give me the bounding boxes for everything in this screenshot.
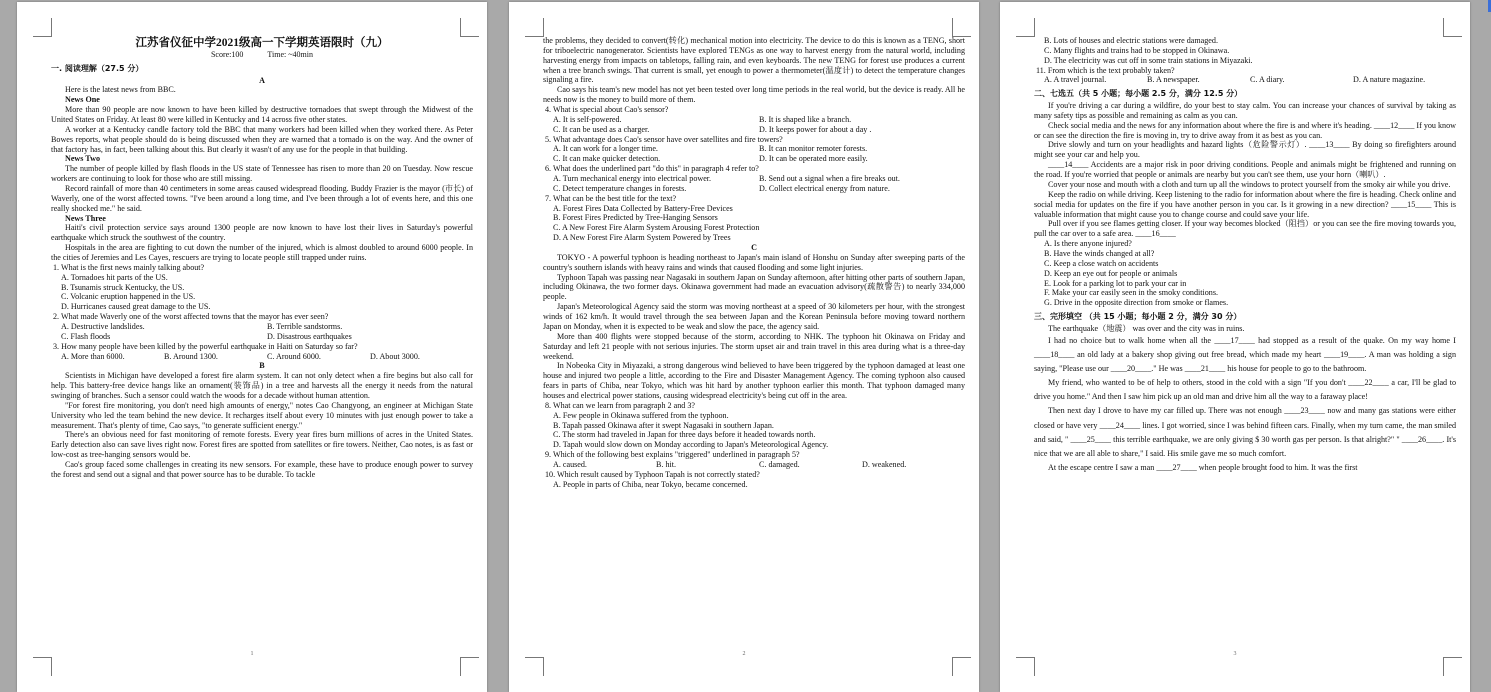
option: B. hit. bbox=[656, 459, 677, 469]
page-number: 3 bbox=[1233, 650, 1237, 657]
section-heading: 一. 阅读理解（27.5 分） bbox=[51, 63, 144, 73]
option: C. Many flights and trains had to be stopped in Okinawa. bbox=[1044, 45, 1230, 55]
paragraph: TOKYO - A powerful typhoon is heading northeast to Japan's main island of Honshu on Sunday after sweeping parts of the country's southern islands with heavy rains and winds that caused flooding and some light injuries. bbox=[543, 252, 965, 272]
page-number: 1 bbox=[250, 650, 254, 657]
news-heading: News One bbox=[65, 95, 100, 105]
crop-mark bbox=[525, 657, 544, 676]
option: D. Hurricanes caused great damage to the US. bbox=[61, 302, 211, 312]
option-row bbox=[61, 352, 473, 362]
option: B. Forest Fires Predicted by Tree-Hanging Sensors bbox=[553, 213, 718, 223]
option: C. Around 6000. bbox=[267, 351, 321, 361]
option: A. More than 6000. bbox=[61, 351, 125, 361]
paragraph: Record rainfall of more than 40 centimeters in some areas caused widespread flooding. Buddy Frazier is the mayor (市长) of Waverly, one of the worst affected towns. "I've been around a long time, and I've been through a lot of events here, and this one really shocked me." he said. bbox=[51, 183, 473, 213]
paragraph: Japan's Meteorological Agency said the storm was moving northeast at a speed of 30 kilometers per hour, with the strongest winds of 162 km/h. It would travel through the sea between Japan and the Korean Peninsula before moving toward northern Japan on Monday, when it is expected to be weak and slow the pace, the agency said. bbox=[543, 302, 965, 331]
option: C. Keep a close watch on accidents bbox=[1044, 258, 1159, 268]
crop-mark bbox=[460, 657, 479, 676]
passage-letter: A bbox=[259, 75, 265, 85]
question: 6. What does the underlined part "do this" in paragraph 4 refer to? bbox=[545, 164, 759, 174]
page-title: 江苏省仪征中学2021级高一下学期英语限时（九） bbox=[135, 37, 389, 49]
paragraph: I had no choice but to walk home when all the ____17____ had stopped as a result of the quake. On my way home I ____18____ an old lady at a bakery shop giving out free bread, which made my heart ____19____. A man was holding a sign saying, "Please use our ____20____." He was ____21____ his house for people to go to the bathroom. bbox=[1034, 335, 1456, 374]
passage-letter: B bbox=[259, 361, 265, 371]
question: 2. What made Waverly one of the worst affected towns that the mayor has ever seen? bbox=[53, 312, 329, 322]
option-row bbox=[553, 460, 965, 470]
paragraph: Keep the radio on while driving. Keep listening to the radio for information about where the fire is heading. Check online and social media for updates on the fire if you have another person in you car. Is it growing in a new direction? ____15____ This is valuable information that might cause you to change course and could save your life. bbox=[1034, 189, 1456, 219]
paragraph: ____14____ Accidents are a major risk in poor driving conditions. People and animals might be frightened and running on the road. If you're worried that people or animals are nearby but you can't see them, use your horn（喇叭）. bbox=[1034, 160, 1456, 180]
option: C. Detect temperature changes in forests. bbox=[553, 183, 687, 193]
crop-mark bbox=[952, 18, 971, 37]
option: C. damaged. bbox=[759, 459, 800, 469]
option: D. weakened. bbox=[862, 459, 907, 469]
option: C. A diary. bbox=[1250, 75, 1285, 85]
option: A. Forest Fires Data Collected by Battery-Free Devices bbox=[553, 203, 733, 213]
paragraph: Cao says his team's new model has not yet been tested over long time periods in the real world, but the device is ready. All he needs now is the money to build more of them. bbox=[543, 85, 965, 105]
option: D. The electricity was cut off in some train stations in Miyazaki. bbox=[1044, 55, 1253, 65]
option: D. It can be operated more easily. bbox=[759, 154, 868, 164]
question: 3. How many people have been killed by the powerful earthquake in Haiti on Saturday so far? bbox=[53, 341, 358, 351]
option: G. Drive in the opposite direction from smoke or flames. bbox=[1044, 298, 1229, 308]
option: B. Tapah passed Okinawa after it swept Nagasaki in southern Japan. bbox=[553, 420, 774, 430]
question: 7. What can be the best title for the text? bbox=[545, 193, 677, 203]
paragraph: Cover your nose and mouth with a cloth and turn up all the windows to protect yourself from the smoky air while you drive. bbox=[1048, 179, 1451, 189]
crop-mark bbox=[33, 657, 52, 676]
option: D. Keep an eye out for people or animals bbox=[1044, 268, 1178, 278]
option: A. Tornadoes hit parts of the US. bbox=[61, 272, 168, 282]
crop-mark bbox=[1016, 18, 1035, 37]
paragraph: Then next day I drove to have my car filled up. There was not enough ____23____ now and many gas stations were either closed or have very ____24____ lines. I got worried, since I was behind fifteen cars. Finally, when my turn came, the man smiled and said, " ____25____ this terrible earthquake, we are only giving $ 30 worth gas per person. Is that alright?" " ____26____. It's nice that we are all able to share," I said. His smile gave me so much comfort. bbox=[1034, 406, 1456, 458]
paragraph: My friend, who wanted to be of help to others, stood in the cold with a sign "If you don't ____22____ a car, I'll be glad to drive you home." And then I saw him pick up an old man and drive him all the way to a faraway place! bbox=[1034, 378, 1456, 402]
option: B. Terrible sandstorms. bbox=[267, 322, 343, 331]
page-2 bbox=[509, 2, 979, 692]
paragraph: At the escape centre I saw a man ____27____ when people brought food to him. It was the first bbox=[1048, 463, 1358, 473]
option-row bbox=[553, 115, 965, 125]
option: D. A New Forest Fire Alarm System Powered by Trees bbox=[553, 233, 731, 243]
paragraph: If you're driving a car during a wildfire, do your best to stay calm. You can increase your chances of survival by taking as many safety tips as possible and remaining as calm as you can. bbox=[1034, 101, 1456, 120]
crop-mark bbox=[1443, 657, 1462, 676]
question: 1. What is the first news mainly talking about? bbox=[53, 262, 205, 272]
option: C. Volcanic eruption happened in the US. bbox=[61, 292, 196, 302]
score-text: Score:100 bbox=[210, 50, 244, 60]
option: B. A newspaper. bbox=[1147, 75, 1200, 85]
option: D. Collect electrical energy from nature. bbox=[759, 183, 890, 193]
option: C. It can be used as a charger. bbox=[553, 124, 650, 134]
option-row bbox=[61, 332, 473, 342]
option: B. Send out a signal when a fire breaks out. bbox=[759, 174, 900, 184]
paragraph: In Nobeoka City in Miyazaki, a strong dangerous wind believed to have been triggered by the typhoon damaged at least one house and injured two people a little, according to the Fire and Disaster Management Agency. The coming typhoon also caused fears in parts of Chiba, near Tokyo, which was hit hard by another typhoon earlier this month. That typhoon damaged many houses and electrical power stations, causing widespread electricity's being cut off in the area. bbox=[543, 361, 965, 400]
paragraph: More than 90 people are now known to have been killed by destructive tornadoes that swept through the Midwest of the United States on Friday. At least 80 were killed in Kentucky and 14 across five other states. bbox=[51, 105, 473, 124]
section-heading: 二、七选五（共 5 小题；每小题 2.5 分，满分 12.5 分） bbox=[1034, 89, 1243, 99]
paragraph: The earthquake（地震） was over and the city was in ruins. bbox=[1048, 323, 1245, 333]
crop-mark bbox=[460, 18, 479, 37]
question: 9. Which of the following best explains "triggered" underlined in paragraph 5? bbox=[545, 450, 800, 460]
option: B. Around 1300. bbox=[164, 351, 218, 361]
option-row bbox=[553, 144, 965, 154]
option-row bbox=[553, 125, 965, 135]
page-1 bbox=[17, 2, 487, 692]
paragraph: More than 400 flights were stopped because of the storm, according to NHK. The typhoon hit Okinawa on Friday and Saturday and left 21 people with not serious injuries. The storm upset air and train travel in this area during what is a three-day weekend. bbox=[543, 331, 965, 361]
option: A. Turn mechanical energy into electrical power. bbox=[553, 174, 712, 184]
option-row bbox=[1044, 75, 1456, 85]
time-text: Time: ~40min bbox=[267, 50, 314, 60]
page-number: 2 bbox=[742, 650, 746, 657]
news-heading: News Two bbox=[65, 154, 100, 164]
crop-mark bbox=[33, 18, 52, 37]
option: A. It can work for a longer time. bbox=[553, 144, 658, 154]
option: C. A New Forest Fire Alarm System Arousing Forest Protection bbox=[553, 223, 760, 233]
option: B. Tsunamis struck Kentucky, the US. bbox=[61, 282, 185, 292]
option: C. Flash floods bbox=[61, 331, 111, 341]
option: D. Tapah would slow down on Monday according to Japan's Meteorological Agency. bbox=[553, 440, 829, 450]
news-heading: News Three bbox=[65, 213, 106, 223]
option: E. Look for a parking lot to park your car in bbox=[1044, 278, 1187, 288]
option: A. It is self-powered. bbox=[553, 114, 622, 124]
question: 8. What can we learn from paragraph 2 and 3? bbox=[545, 400, 695, 410]
option-row bbox=[553, 174, 965, 184]
paragraph: A worker at a Kentucky candle factory told the BBC that many workers had been killed when they worked there. As Peter Bowes reports, what people should do is being discussed when they are warned that a tornado is on the way. And the owner of that factory has, in fact, been talking about this. But clearly it wasn't of any use for the people in that building. bbox=[51, 124, 473, 154]
option: A. People in parts of Chiba, near Tokyo, became concerned. bbox=[553, 479, 748, 489]
paragraph: the problems, they decided to convert(转化) mechanical motion into electricity. The device to do this is known as a TENG, short for triboelectric nanogenerator. Scientists have explored TENGs as one way to harvest energy from the natural world, including harvesting energy from impacts on tabletops, falling rain, and even keyboards. The new TENG for forest use produces a current when a tree branch swings. That current is small, yet enough to power a thermometer(温度计) to detect the temperature changes signaling a fire. bbox=[543, 36, 965, 85]
option: B. It can monitor remoter forests. bbox=[759, 144, 868, 154]
option: A. Few people in Okinawa suffered from the typhoon. bbox=[553, 410, 729, 420]
option: D. It keeps power for about a day . bbox=[759, 124, 872, 134]
section-heading: 三、完形填空 （共 15 小题；每小题 2 分，满分 30 分） bbox=[1034, 312, 1242, 322]
option: C. It can make quicker detection. bbox=[553, 154, 661, 164]
option: A. Is there anyone injured? bbox=[1044, 239, 1132, 249]
paragraph: Hospitals in the area are fighting to cut down the number of the injured, which is almost doubled to around 6000 people. In the cities of Jeremies and Les Cayes, rescuers are trying to locate people still trapped under ruins. bbox=[51, 243, 473, 262]
crop-mark bbox=[952, 657, 971, 676]
question: 4. What is special about Cao's sensor? bbox=[545, 105, 669, 115]
option-row bbox=[553, 154, 965, 164]
option: D. Disastrous earthquakes bbox=[267, 331, 352, 341]
paragraph: "For forest fire monitoring, you don't need high amounts of energy," notes Cao Changyong, an engineer at Michigan State University who led the team behind the new device. It recharges itself about every 10 minutes with just enough power to take a measurement. That's plenty of time, Cao says, "to generate sufficient energy." bbox=[51, 400, 473, 430]
question: 5. What advantage does Cao's sensor have over satellites and fire towers? bbox=[545, 134, 783, 144]
option: A. A travel journal. bbox=[1044, 75, 1107, 85]
paragraph: Haiti's civil protection service says around 1300 people are now known to have lost their lives in Saturday's powerful earthquake which struck the southwest of the country. bbox=[51, 223, 473, 243]
option: C. The storm had traveled in Japan for three days before it headed towards north. bbox=[553, 430, 816, 440]
paragraph: There's an obvious need for fast monitoring of remote forests. Every year fires burn millions of acres in the United States. Early detection also can save lives right now. Forest fires are spotted from satellites or fire towers. Neither, Cao notes, is as fast or low-cost as tree-hanging sensors would be. bbox=[51, 430, 473, 460]
option-row bbox=[553, 184, 965, 194]
question: 10. Which result caused by Typhoon Tapah is not correctly stated? bbox=[545, 469, 760, 479]
crop-mark bbox=[1443, 18, 1462, 37]
paragraph: Drive slowly and turn on your headlights and hazard lights（危险警示灯）. ____13____ By doing so firefighters around might see your car and help you. bbox=[1034, 140, 1456, 160]
paragraph: Check social media and the news for any information about where the fire is and where it's heading. ____12____ If you know or can see the direction the fire is moving in, try to drive away from it as best as you can. bbox=[1034, 120, 1456, 140]
option: F. Make your car easily seen in the smoky conditions. bbox=[1044, 288, 1219, 298]
option-row bbox=[61, 322, 473, 332]
paragraph: Cao's group faced some challenges in creating its new sensors. For example, these have to produce enough power to survey the forest and send out a signal and that power source has to be durable. To tackle bbox=[51, 460, 473, 479]
paragraph: Typhoon Tapah was passing near Nagasaki in southern Japan on Sunday afternoon, after hitting other parts of southern Japan, including Okinawa, the two former days. Okinawa government had made an evacuation advisory(疏散警告) to nearly 334,000 people. bbox=[543, 272, 965, 302]
option: D. About 3000. bbox=[370, 351, 420, 361]
page-3 bbox=[1000, 2, 1470, 692]
crop-mark bbox=[1016, 657, 1035, 676]
paragraph: The number of people killed by flash floods in the US state of Tennessee has risen to more than 20 on Tuesday. Now rescue workers are continuing to look for those who are still missing. bbox=[51, 164, 473, 184]
crop-mark bbox=[525, 18, 544, 37]
question: 11. From which is the text probably taken? bbox=[1036, 65, 1175, 75]
option: B. Have the winds changed at all? bbox=[1044, 248, 1155, 258]
passage-letter: C bbox=[751, 243, 757, 253]
paragraph: Pull over if you see flames getting closer. If your way becomes blocked（阻挡）or you can see the fire moving towards you, pull the car over to a safe area. ____16____ bbox=[1034, 219, 1456, 239]
paragraph: Here is the latest news from BBC. bbox=[65, 85, 176, 95]
option: A. caused. bbox=[553, 459, 587, 469]
score-line bbox=[51, 50, 473, 60]
paragraph: Scientists in Michigan have developed a forest fire alarm system. It can not only detect when a fire begins but also call for help. This battery-free device hangs like an ornament(装饰品) in a tree and harvests all the energy it needs from the natural swinging of branches. Such a sensor could watch the woods for a decade without human attention. bbox=[51, 371, 473, 401]
option: B. Lots of houses and electric stations were damaged. bbox=[1044, 36, 1218, 45]
option: A. Destructive landslides. bbox=[61, 322, 145, 331]
option: D. A nature magazine. bbox=[1353, 75, 1426, 85]
option: B. It is shaped like a branch. bbox=[759, 114, 852, 124]
